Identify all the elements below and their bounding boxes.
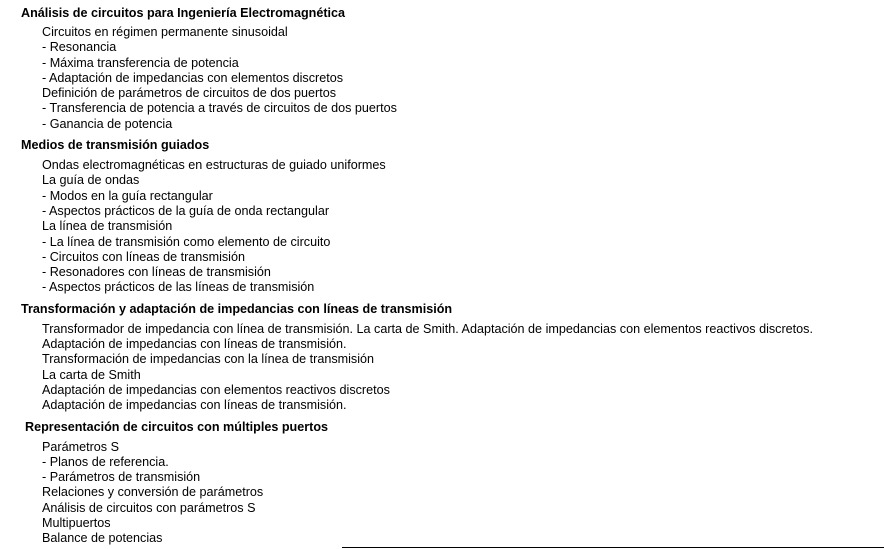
topic-item: Parámetros S [42,439,119,454]
subtopic-item: - Adaptación de impedancias con elementos discretos [42,70,344,85]
subtopic-item: - Parámetros de transmisión [42,470,201,485]
section-heading: Análisis de circuitos para Ingeniería Electromagnética [21,6,346,20]
topic-list [0,153,884,296]
section-impedance-matching [0,296,884,414]
bottom-divider [342,547,884,548]
topic-item: Transformación de impedancias con la línea de transmisión [42,352,375,367]
topic-item: Adaptación de impedancias con elementos reactivos discretos [42,382,390,397]
subtopic-item: - Aspectos prácticos de las líneas de transmisión [42,280,315,295]
topic-item: La línea de transmisión [42,219,173,234]
subtopic-item: - Aspectos prácticos de la guía de onda rectangular [42,203,330,218]
section-circuit-analysis [0,0,884,132]
topic-item: Balance de potencias [42,531,163,546]
subtopic-item: - Transferencia de potencia a través de circuitos de dos puertos [42,101,397,116]
topic-item: La guía de ondas [42,173,140,188]
topic-item: Adaptación de impedancias con líneas de transmisión. [42,398,347,413]
section-heading: Transformación y adaptación de impedancias con líneas de transmisión [21,301,453,316]
subtopic-item: - Resonancia [42,40,117,55]
topic-item: Ondas electromagnéticas en estructuras de guiado uniformes [42,158,386,173]
topic-item: Circuitos en régimen permanente sinusoidal [42,25,288,39]
section-heading: Representación de circuitos con múltiples puertos [25,419,329,434]
subtopic-item: - Máxima transferencia de potencia [42,55,239,70]
topic-list [0,317,884,414]
subtopic-item: - La línea de transmisión como elemento de circuito [42,234,331,249]
section-multiport-circuits [0,414,884,547]
subtopic-item: - Ganancia de potencia [42,116,173,131]
topic-item: Análisis de circuitos con parámetros S [42,500,256,515]
topic-item: Adaptación de impedancias con líneas de transmisión. [42,337,347,352]
topic-item: Multipuertos [42,516,111,531]
subtopic-item: - Circuitos con líneas de transmisión [42,249,245,264]
topic-list [0,21,884,132]
topic-item: Definición de parámetros de circuitos de dos puertos [42,86,337,101]
topic-item: Transformador de impedancia con línea de transmisión. La carta de Smith. Adaptación de impedancias con elementos reactivos discretos. [42,321,813,336]
subtopic-item: - Planos de referencia. [42,454,169,469]
topic-list [0,435,884,547]
topic-item: La carta de Smith [42,367,141,382]
subtopic-item: - Modos en la guía rectangular [42,188,213,203]
section-heading: Medios de transmisión guiados [21,138,210,153]
section-guided-media [0,132,884,296]
subtopic-item: - Resonadores con líneas de transmisión [42,265,271,280]
topic-item: Relaciones y conversión de parámetros [42,485,264,500]
